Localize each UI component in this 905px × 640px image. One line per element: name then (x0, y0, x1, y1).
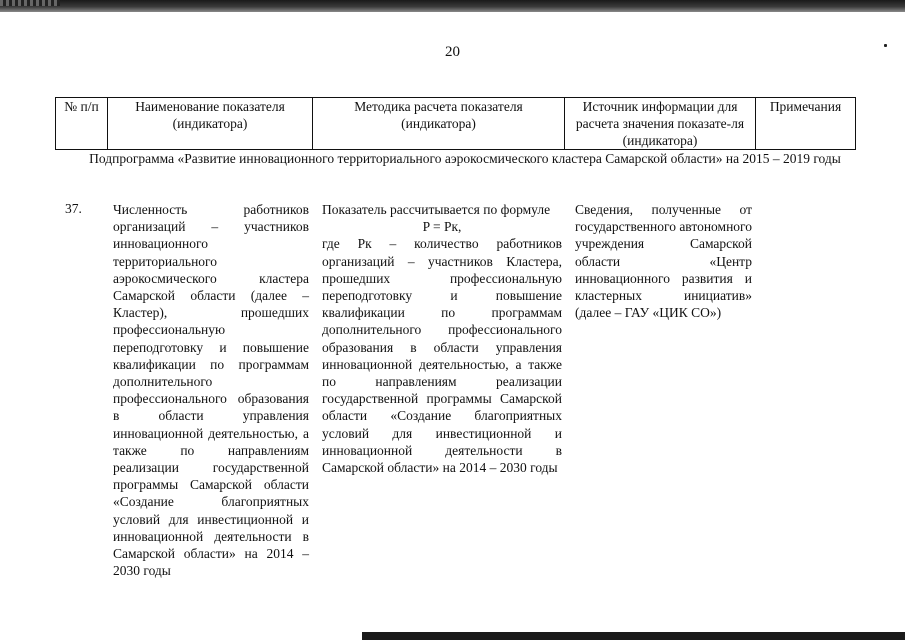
header-col-method: Методика расчета показателя (индикатора) (313, 98, 565, 150)
header-col-source: Источник информации для расчета значения показате-ля (индикатора) (565, 98, 756, 150)
method-formula: P = Pк, (422, 219, 462, 235)
page-number: 20 (445, 44, 460, 60)
subprogram-title: Подпрограмма «Развитие инновационного территориального аэрокосмического кластера Самарской области» на 2015 – 2019 годы (89, 151, 841, 166)
scan-top-edge (0, 0, 905, 12)
method-intro: Показатель рассчитывается по формуле (322, 202, 551, 217)
header-row (56, 98, 856, 150)
calculation-method-cell (322, 201, 562, 476)
header-col-notes: Примечания (756, 98, 856, 150)
indicator-name-cell: Численность работников организаций – участников инновационного территориального аэрокосмического кластера Самарской области (далее – Кластер), прошедших профессиональную переподготовку и повышение квалификации по программам дополнительного профессионального образования в области управления инновационной деятельностью, а также по направлениям реализации государственной программы Самарской области «Создание благоприятных условий для инвестиционной и инновационной деятельности в Самарской области» на 2014 – 2030 годы (113, 202, 309, 579)
method-detail: где Pк – количество работников организаций – участников Кластера, прошедших профессиональную переподготовку и повышение квалификации по программам дополнительного профессионального образования в области управления инновационной деятельностью, а также по направлениям реализации государственной программы Самарской области «Создание благоприятных условий для инвестиционной и инновационной деятельности в Самарской области» на 2014 – 2030 годы (322, 236, 562, 476)
information-source-cell: Сведения, полученные от государственного автономного учреждения Самарской области «Центр инновационного развития и кластерных инициатив» (далее – ГАУ «ЦИК СО») (575, 202, 753, 321)
header-col-number: № п/п (56, 98, 108, 150)
header-col-indicator-name: Наименование показателя (индикатора) (108, 98, 313, 150)
scan-bottom-edge (362, 632, 905, 640)
row-number: 37. (65, 201, 82, 216)
indicator-table-header (55, 97, 856, 150)
